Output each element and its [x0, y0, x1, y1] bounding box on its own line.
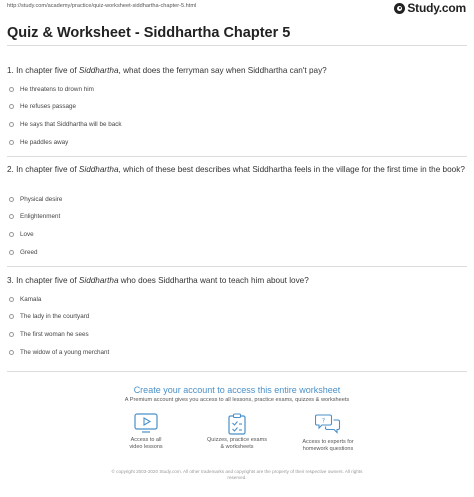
option-label: Physical desire: [20, 196, 63, 203]
option-label: Love: [20, 231, 34, 238]
option-label: The lady in the courtyard: [20, 313, 90, 320]
question-2-suffix: , which of these best describes what Siddhartha feels in the village for the first time in the book?: [118, 165, 465, 174]
premium-description: A Premium account gives you access to all lessons, practice exams, quizzes & worksheets: [124, 397, 350, 403]
question-2-option-1[interactable]: [9, 196, 62, 203]
question-3-option-2[interactable]: [9, 313, 89, 320]
question-1: [7, 65, 467, 78]
question-1-book-title: Siddhartha: [78, 66, 119, 75]
question-3-prefix: 3. In chapter five of: [7, 276, 79, 285]
page-title: Quiz & Worksheet - Siddhartha Chapter 5: [7, 25, 291, 41]
option-label: He says that Siddhartha will be back: [20, 121, 122, 128]
feature-label-line1: Access to all: [130, 437, 162, 443]
question-3-book-title: Siddhartha: [78, 276, 119, 285]
cta-divider: [7, 371, 467, 372]
question-3: [7, 275, 467, 288]
radio-icon[interactable]: [9, 297, 14, 302]
video-play-icon: [134, 413, 158, 433]
question-divider: [7, 156, 467, 157]
option-label: Greed: [20, 249, 38, 256]
question-1-prefix: 1. In chapter five of: [7, 66, 79, 75]
radio-icon[interactable]: [9, 197, 14, 202]
study-logo-icon: [394, 3, 405, 14]
feature-label-line1: Quizzes, practice exams: [207, 437, 267, 443]
copyright-footer: [60, 469, 414, 481]
radio-icon[interactable]: [9, 122, 14, 127]
question-2: [7, 164, 467, 177]
option-label: Kamala: [20, 296, 42, 303]
option-label: The widow of a young merchant: [20, 349, 110, 356]
radio-icon[interactable]: [9, 332, 14, 337]
question-1-option-4[interactable]: [9, 139, 68, 146]
option-label: He paddles away: [20, 139, 69, 146]
feature-label-line2: homework questions: [302, 445, 354, 452]
radio-icon[interactable]: [9, 87, 14, 92]
option-label: He threatens to drown him: [20, 86, 94, 93]
option-label: The first woman he sees: [20, 331, 89, 338]
question-2-option-2[interactable]: [9, 213, 60, 220]
question-3-option-4[interactable]: [9, 349, 109, 356]
radio-icon[interactable]: [9, 214, 14, 219]
top-bar: [0, 0, 474, 14]
question-2-option-3[interactable]: [9, 231, 34, 238]
question-1-option-1[interactable]: [9, 86, 94, 93]
question-1-option-3[interactable]: [9, 121, 122, 128]
page-url[interactable]: http://study.com/academy/practice/quiz-worksheet-siddhartha-chapter-5.html: [7, 3, 197, 9]
question-3-suffix: who does Siddhartha want to teach him about love?: [118, 276, 309, 285]
radio-icon[interactable]: [9, 314, 14, 319]
radio-icon[interactable]: [9, 350, 14, 355]
feature-label-line1: Access to experts for: [302, 439, 354, 445]
question-3-option-3[interactable]: [9, 331, 89, 338]
feature-label-line2: video lessons: [129, 443, 163, 450]
study-logo-text: Study.com: [407, 1, 466, 15]
option-label: Enlightenment: [20, 213, 61, 220]
feature-video-lessons: [101, 413, 191, 451]
copyright-line2: reserved.: [227, 475, 247, 480]
radio-icon[interactable]: [9, 232, 14, 237]
svg-text:?: ?: [321, 417, 326, 425]
feature-quizzes: [192, 413, 282, 451]
create-account-link[interactable]: Create your account to access this entire worksheet: [133, 385, 341, 395]
question-divider: [7, 266, 467, 267]
chat-bubbles-icon: [315, 413, 341, 435]
feature-experts: [283, 413, 373, 453]
question-1-suffix: , what does the ferryman say when Siddhartha can't pay?: [118, 66, 327, 75]
copyright-line1: © copyright 2003-2020 Study.com. All other trademarks and copyrights are the property of their respective owners. All rights: [111, 469, 363, 474]
title-divider: [7, 45, 467, 46]
question-3-option-1[interactable]: [9, 296, 41, 303]
question-2-option-4[interactable]: [9, 249, 38, 256]
question-2-book-title: Siddhartha: [78, 165, 119, 174]
radio-icon[interactable]: [9, 140, 14, 145]
question-1-option-2[interactable]: [9, 103, 76, 110]
question-2-prefix: 2. In chapter five of: [7, 165, 79, 174]
quiz-clipboard-icon: [227, 413, 247, 435]
radio-icon[interactable]: [9, 250, 14, 255]
radio-icon[interactable]: [9, 104, 14, 109]
feature-label-line2: & worksheets: [220, 443, 254, 450]
option-label: He refuses passage: [20, 103, 77, 110]
study-logo[interactable]: [394, 1, 466, 15]
